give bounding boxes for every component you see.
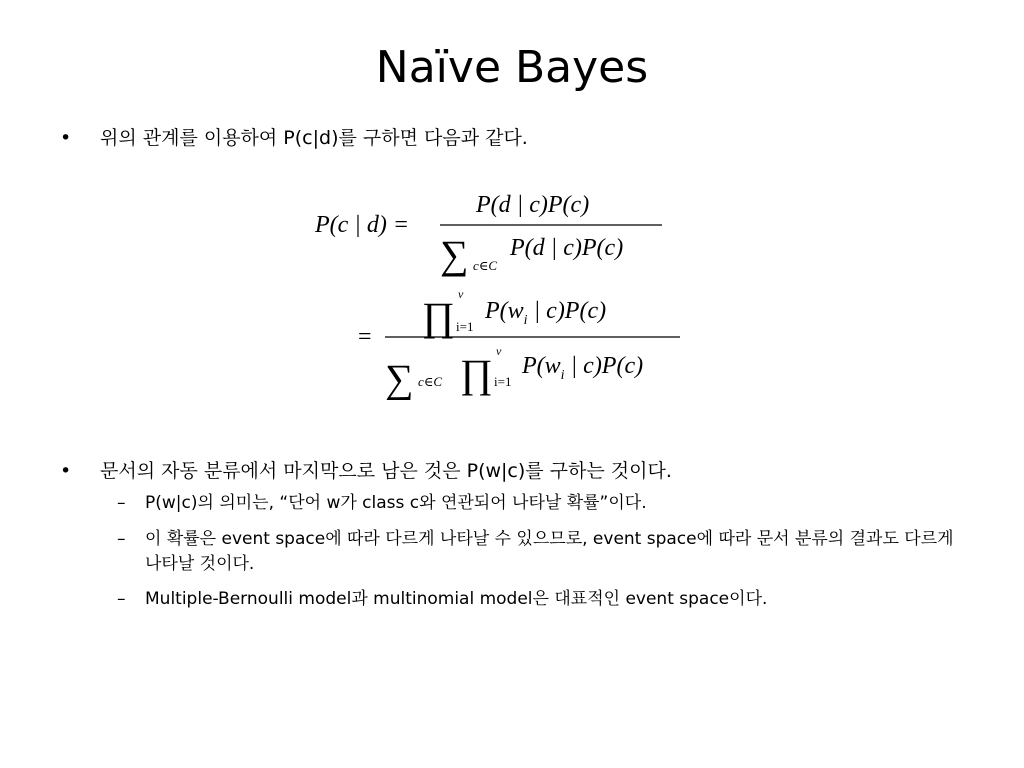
sum-subscript-1: c∈C [473, 258, 498, 273]
sub-bullet-marker: – [117, 493, 126, 513]
sub-bullet-text: 이 확률은 event space에 따라 다르게 나타날 수 있으므로, event space에 따라 문서 분류의 결과도 다르게 나타날 것이다. [145, 529, 954, 574]
formula-equals: = [358, 324, 372, 350]
sub-bullet-3 [117, 587, 977, 612]
bullet-1 [60, 125, 528, 151]
formula-numerator-1: P(d | c)P(c) [476, 192, 590, 218]
product-symbol-1: ∏ [422, 294, 455, 339]
bullet-text: 문서의 자동 분류에서 마지막으로 남은 것은 P(w|c)를 구하는 것이다. [100, 460, 672, 482]
bullet-marker: • [60, 460, 72, 482]
formula-denominator-1: P(d | c)P(c) [510, 235, 624, 261]
bullet-2 [60, 458, 672, 484]
product-subscript-2: i=1 [494, 374, 512, 389]
slide-title: Naïve Bayes [375, 42, 649, 93]
formula-denominator-2: $P(w_i$ | c)P(c) [522, 353, 644, 383]
product-superscript-1: v [458, 287, 464, 301]
product-superscript-2: v [496, 344, 502, 358]
sum-symbol-1: ∑ [440, 232, 469, 277]
sub-bullet-text: P(w|c)의 의미는, “단어 w가 class c와 연관되어 나타날 확률”이다. [145, 493, 647, 513]
naive-bayes-formula [300, 180, 720, 400]
product-symbol-2: ∏ [460, 351, 493, 396]
sum-symbol-2: ∑ [385, 356, 414, 400]
sub-bullet-2 [117, 527, 957, 577]
sum-subscript-2: c∈C [418, 374, 443, 389]
bullet-text: 위의 관계를 이용하여 P(c|d)를 구하면 다음과 같다. [100, 127, 528, 149]
sub-bullet-1 [117, 491, 977, 516]
product-subscript-1: i=1 [456, 319, 474, 334]
sub-bullet-marker: – [117, 589, 126, 609]
sub-bullet-text: Multiple-Bernoulli model과 multinomial model은 대표적인 event space이다. [145, 589, 768, 609]
sub-bullet-marker: – [117, 529, 126, 549]
formula-numerator-2: $P(w_i$ | c)P(c) [485, 298, 607, 328]
formula-lhs: P(c | d) = [315, 212, 410, 238]
bullet-marker: • [60, 127, 72, 149]
